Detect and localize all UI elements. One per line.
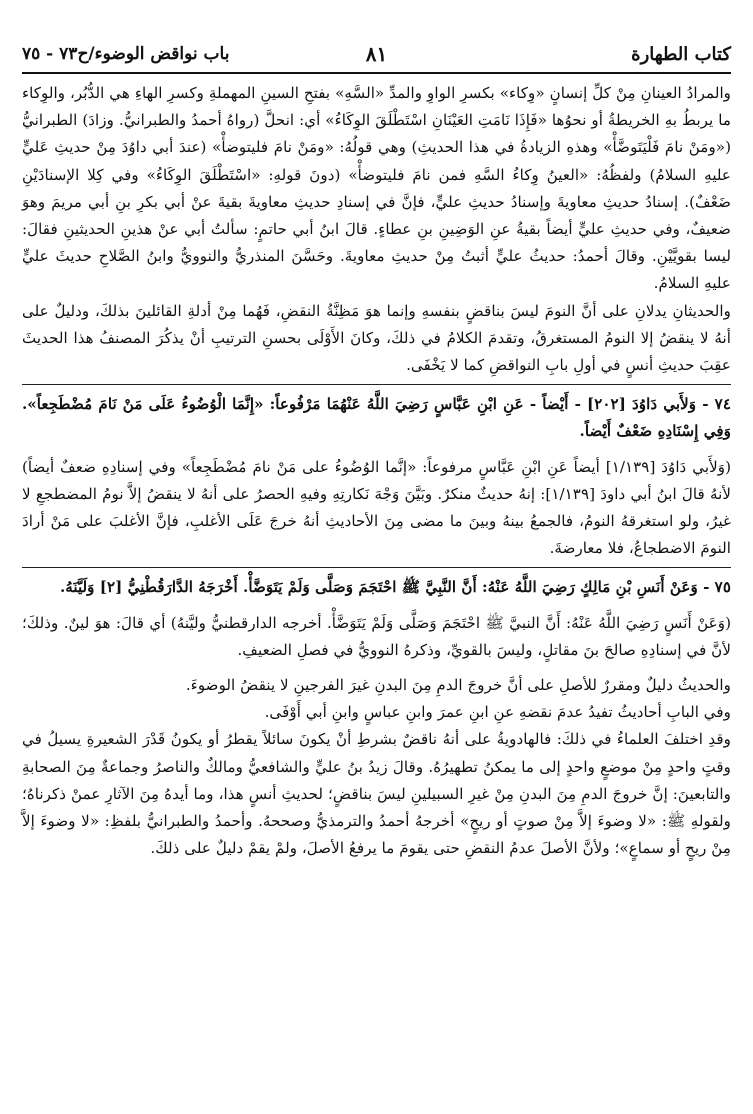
page-header	[22, 38, 731, 74]
hadith-number: ٧٥	[714, 578, 731, 597]
commentary-paragraph: وفي البابِ أحاديثُ تفيدُ عدمَ نقضهِ عنِ ابنِ عمرَ وابنِ عباسٍ وابنِ أبي أَوْفَى.	[264, 703, 731, 722]
commentary-paragraph: والحديثُ دليلٌ ومقررٌ للأصلِ على أنَّ خروجَ الدمِ مِنَ البدنِ غيرَ الفرجينِ لا ينقضُ الوضوءَ.	[185, 676, 731, 695]
divider	[22, 384, 731, 385]
hadith-number: ٧٤	[714, 395, 731, 414]
divider	[22, 567, 731, 568]
hadith-75	[22, 574, 731, 601]
hadith-text: - وَلأَبي دَاوُدَ [٢٠٢] - أَيْضاً - عَنِ ابْنِ عَبَّاسٍ رَضِيَ اللَّهُ عَنْهُمَا مَرْفُوعاً: «إِنَّمَا الْوُضُوءُ عَلَى مَنْ نَامَ مُضْطَجِعاً». وَفِي إِسْنَادِهِ ضَعْفٌ أَيْضاً.	[22, 395, 731, 441]
hadith-text: - وَعَنْ أَنَسِ بْنِ مَالِكٍ رَضِيَ اللَّهُ عَنْهُ: أَنَّ النَّبِيَّ ﷺ احْتَجَمَ وَصَلَّى وَلَمْ يَتَوَضَّأْ. أَخْرَجَهُ الدَّارَقُطْنِيُّ [٢] وَلَيَّنَهُ.	[59, 578, 710, 597]
book-title: كتاب الطهارة	[631, 44, 731, 65]
paragraph: والمرادُ العينانِ مِنْ كلِّ إنسانٍ «وِكاء» بكسرِ الواوِ والمدِّ «السَّهِ» بفتحِ السينِ المهملةِ وكسرِ الهاءِ هي الدُّبُر، والوِكاء ما يربطُ بهِ الخريطةُ أو نحوُها «فَإِذَا نَامَتِ العَيْنَانِ اسْتَطْلَقَ الوِكَاءُ» أي: انحلَّ (رواهُ أحمدُ والطبرانيُّ. وزادَ) الطبرانيُّ («ومَنْ نامَ فَلْيَتَوضَّأْ» وهذهِ الزيادةُ في هذا الحديثِ) وهي قولُهُ: «ومَنْ نامَ فليتوضأْ» (عندَ أبي داوُدَ مِنْ حديثِ عَليٍّ عليهِ السلامُ) ولفظُهُ: «العينُ وِكاءُ السَّهِ فمن نامَ فليتوضأْ» (دونَ قولهِ: «اسْتَطْلَقَ الوِكَاءُ» وفي كِلا الإسنادَيْنِ ضَعْفٌ). إسنادُ حديثِ معاويةَ وإسنادُ حديثِ عليٍّ، فإنَّ في إسنادِ حديثِ معاويةَ بقيةَ عنْ أبي بكرِ بنِ أبي مريمَ وهوَ ضعيفٌ، وفي حديثِ عليٍّ أيضاً بقيةُ عنِ الوَضِينِ بنِ عطاءٍ. قالَ ابنُ أبي حاتمٍ: سألتُ أبي عنْ هذينِ الحديثينِ فقالَ: ليسا بقويَّيْنِ. وقالَ أحمدُ: حديثُ عليٍّ أثبتُ مِنْ حديثِ معاويةَ. وحَسَّنَ المنذريُّ والنوويُّ وابنُ الصَّلاحِ حديثَ عليٍّ عليهِ السلامُ.	[22, 84, 731, 293]
commentary-paragraph: (وَلأَبي دَاوُدَ [١/١٣٩] أيضاً عَنِ ابْنِ عَبَّاسٍ مرفوعاً: «إنَّما الوُضُوءُ على مَنْ نامَ مُضْطَجِعاً» وفي إسنادِهِ ضعفٌ أيضاً) لأنهُ قالَ ابنُ أبي داودَ [١/١٣٩]: إنهُ حديثٌ منكرٌ. وبَيَّنَ وَجْهَ نَكارتِهِ وفيهِ الحصرُ على أنهُ لا ينقضُ إلاَّ نومُ المضطجعِ لا غيرُ، ولو استغرقهُ النومُ، فالجمعُ بينهُ وبينَ ما مضى مِنَ الأحاديثِ أنهُ خرجَ عَلَى الأغلبِ، فإنَّ الأغلبَ على مَنْ أرادَ النومَ الاضطجاعُ، فلا معارضةَ.	[22, 457, 732, 558]
page-number: ٨١	[365, 42, 388, 66]
commentary-paragraph: (وَعَنْ أَنَسٍ رَضِيَ اللَّهُ عَنْهُ: أَنَّ النبيَّ ﷺ احْتَجَمَ وَصَلَّى وَلَمْ يَتَوَضَّأْ. أخرجه الدارقطنيُّ وليَّنهُ) أي قالَ: هوَ لينٌ. وذلكَ؛ لأنَّ في إسنادِهِ صالحَ بنَ مقاتلٍ، وليسَ بالقويِّ، وذكرهُ النوويُّ في فصلِ الضعيفِ.	[22, 613, 731, 659]
commentary-paragraph: وقدِ اختلفَ العلماءُ في ذلكَ: فالهادويةُ على أنهُ ناقضٌ بشرطِ أنْ يكونَ سائلاً يقطرُ أو يكونُ قَدْرَ الشعيرةِ يسيلُ في وقتٍ واحدٍ مِنْ موضعٍ واحدٍ إلى ما يمكنُ تطهيرُهُ. وقالَ زيدُ بنُ عليٍّ والشافعيُّ ومالكٌ والناصرُ وجماعةٌ مِنَ الصحابةِ والتابعينَ: إنَّ خروجَ الدمِ مِنَ البدنِ مِنْ غيرِ السبيلينِ ليسَ بناقضٍ؛ لحديثِ أنسٍ هذا، وما أيدهُ مِنَ الآثارِ عمنْ ذكرناهُ؛ ولقولهِ ﷺ: «لا وضوءَ إلاَّ مِنْ صوتٍ أو ريحٍ» أخرجهُ أحمدُ والترمذيُّ وصححهُ. وأحمدُ والطبرانيُّ بلفظِ: «لا وضوءَ إلاَّ مِنْ ريحٍ أو سماعٍ»؛ ولأنَّ الأصلَ عدمُ النقضِ حتى يقومَ ما يرفعُ الأصلَ، ولمْ يقمْ دليلٌ على ذلكَ.	[22, 730, 731, 858]
hadith-74	[22, 391, 731, 445]
paragraph: والحديثانِ يدلانِ على أنَّ النومَ ليسَ بناقضٍ بنفسهِ وإنما هوَ مَظِنَّةُ النقضِ، فَهُما مِنْ أدلةِ القائلينَ بذلكَ، ودليلٌ على أنهُ لا ينقضُ إلا النومُ المستغرقُ، وتقدمَ الكلامُ في ذلكَ، وكانَ الأَوْلَى بحسنِ الترتيبِ أنْ يذكُرَ المصنفُ هذا الحديثَ عقِبَ حديثِ أنسٍ في أولِ بابِ النواقضِ كما لا يَخْفَى.	[22, 301, 731, 375]
page-body	[22, 80, 731, 862]
chapter-title: باب نواقض الوضوء/ح٧٣ - ٧٥	[22, 44, 230, 64]
